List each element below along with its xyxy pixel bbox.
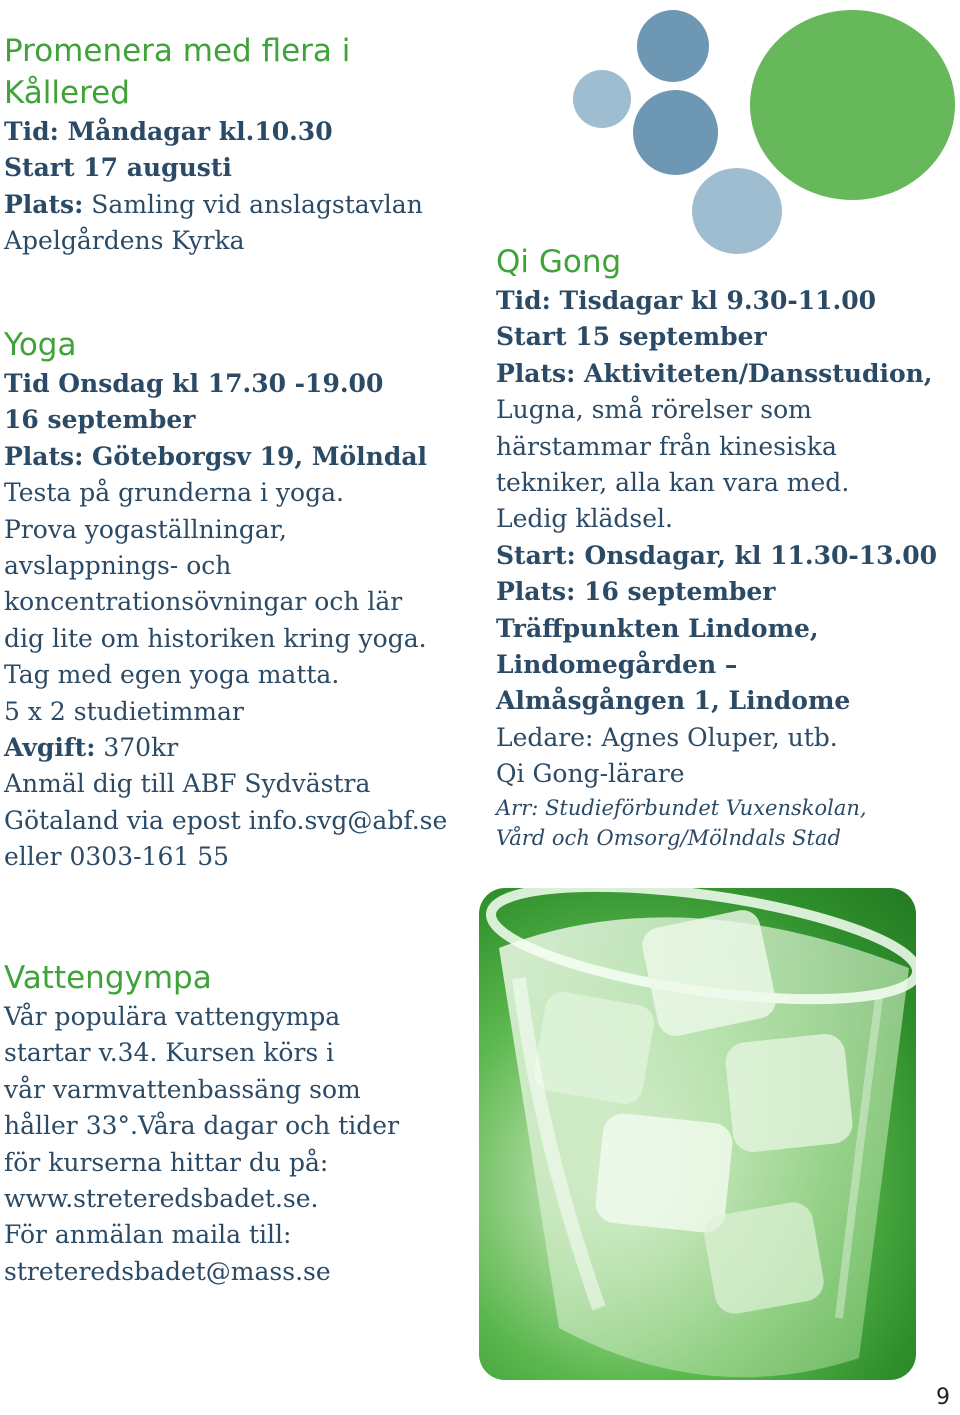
qigong-info-line: Plats: 16 september (496, 577, 776, 607)
decor-circle-green-large (750, 10, 955, 200)
qigong-info-line: Lindomegården – (496, 650, 738, 680)
walk-place-cont: Apelgårdens Kyrka (4, 226, 245, 256)
water-body-line: Vår populära vattengympa (4, 1002, 341, 1031)
yoga-body-line: Testa på grunderna i yoga. (4, 478, 344, 508)
qigong-arr-line: Arr: Studieförbundet Vuxenskolan, (496, 795, 867, 820)
glass-icon (479, 888, 916, 1380)
qigong-body-line: Ledig klädsel. (496, 504, 673, 534)
qigong-info-line: Start: Onsdagar, kl 11.30-13.00 (496, 540, 938, 570)
yoga-fee: Avgift: 370kr (4, 733, 179, 763)
yoga-time: Tid Onsdag kl 17.30 -19.00 (4, 369, 384, 398)
yoga-title: Yoga (4, 327, 77, 363)
section-water-gym (4, 957, 444, 1290)
decor-circle-blue-mid (633, 90, 718, 175)
water-body-line: vår varmvattenbassäng som (4, 1074, 361, 1104)
water-body-line: för kurserna hittar du på: (4, 1147, 329, 1177)
water-body-line: www.streteredsbadet.se. (4, 1184, 319, 1214)
decor-circle-blue-top (637, 10, 709, 82)
qigong-arr-line: Vård och Omsorg/Mölndals Stad (496, 825, 841, 850)
water-body-line: startar v.34. Kursen körs i (4, 1038, 335, 1068)
yoga-date: 16 september (4, 405, 196, 435)
water-title: Vattengympa (4, 960, 212, 996)
qigong-body-line: Ledare: Agnes Oluper, utb. (496, 722, 838, 752)
water-body-line: För anmälan maila till: (4, 1220, 292, 1250)
yoga-place: Plats: Göteborgsv 19, Mölndal (4, 441, 428, 471)
qigong-body-line: Lugna, små rörelser som (496, 395, 812, 425)
qigong-body-line: härstammar från kinesiska (496, 431, 837, 461)
walk-time: Tid: Måndagar kl.10.30 (4, 117, 333, 146)
section-yoga (4, 324, 448, 876)
yoga-body-line: koncentrationsövningar och lär (4, 587, 403, 617)
walk-place: Plats: Samling vid anslagstavlan (4, 189, 423, 219)
water-body-line: håller 33°.Våra dagar och tider (4, 1111, 400, 1141)
qigong-info-line: Träffpunkten Lindome, (496, 613, 819, 643)
walk-title: Promenera med flera i Kållered (4, 33, 351, 111)
yoga-signup-line: eller 0303-161 55 (4, 842, 230, 872)
yoga-body-line: avslappnings- och (4, 551, 232, 581)
section-qigong (496, 241, 956, 853)
walk-start: Start 17 augusti (4, 153, 232, 183)
qigong-body-line: tekniker, alla kan vara med. (496, 468, 850, 498)
water-body-line: streteredsbadet@mass.se (4, 1256, 331, 1286)
section-walk (4, 30, 444, 260)
yoga-signup-line: Götaland via epost info.svg@abf.se (4, 805, 448, 835)
yoga-signup-line: Anmäl dig till ABF Sydvästra (4, 769, 371, 799)
yoga-body-line: 5 x 2 studietimmar (4, 696, 244, 726)
qigong-info-line: Plats: Aktiviteten/Dansstudion, (496, 358, 933, 388)
yoga-body-line: Prova yogaställningar, (4, 514, 287, 544)
yoga-body-line: Tag med egen yoga matta. (4, 660, 340, 690)
qigong-title: Qi Gong (496, 244, 622, 280)
qigong-info-line: Start 15 september (496, 322, 767, 352)
page-number: 9 (936, 1385, 950, 1410)
yoga-body-line: dig lite om historiken kring yoga. (4, 623, 427, 653)
qigong-body-line: Qi Gong-lärare (496, 759, 685, 789)
qigong-info-line: Almåsgången 1, Lindome (496, 686, 851, 716)
decor-circle-blue-small (573, 70, 631, 128)
qigong-info-line: Tid: Tisdagar kl 9.30-11.00 (496, 286, 876, 315)
glass-of-ice-water-photo (479, 888, 916, 1380)
